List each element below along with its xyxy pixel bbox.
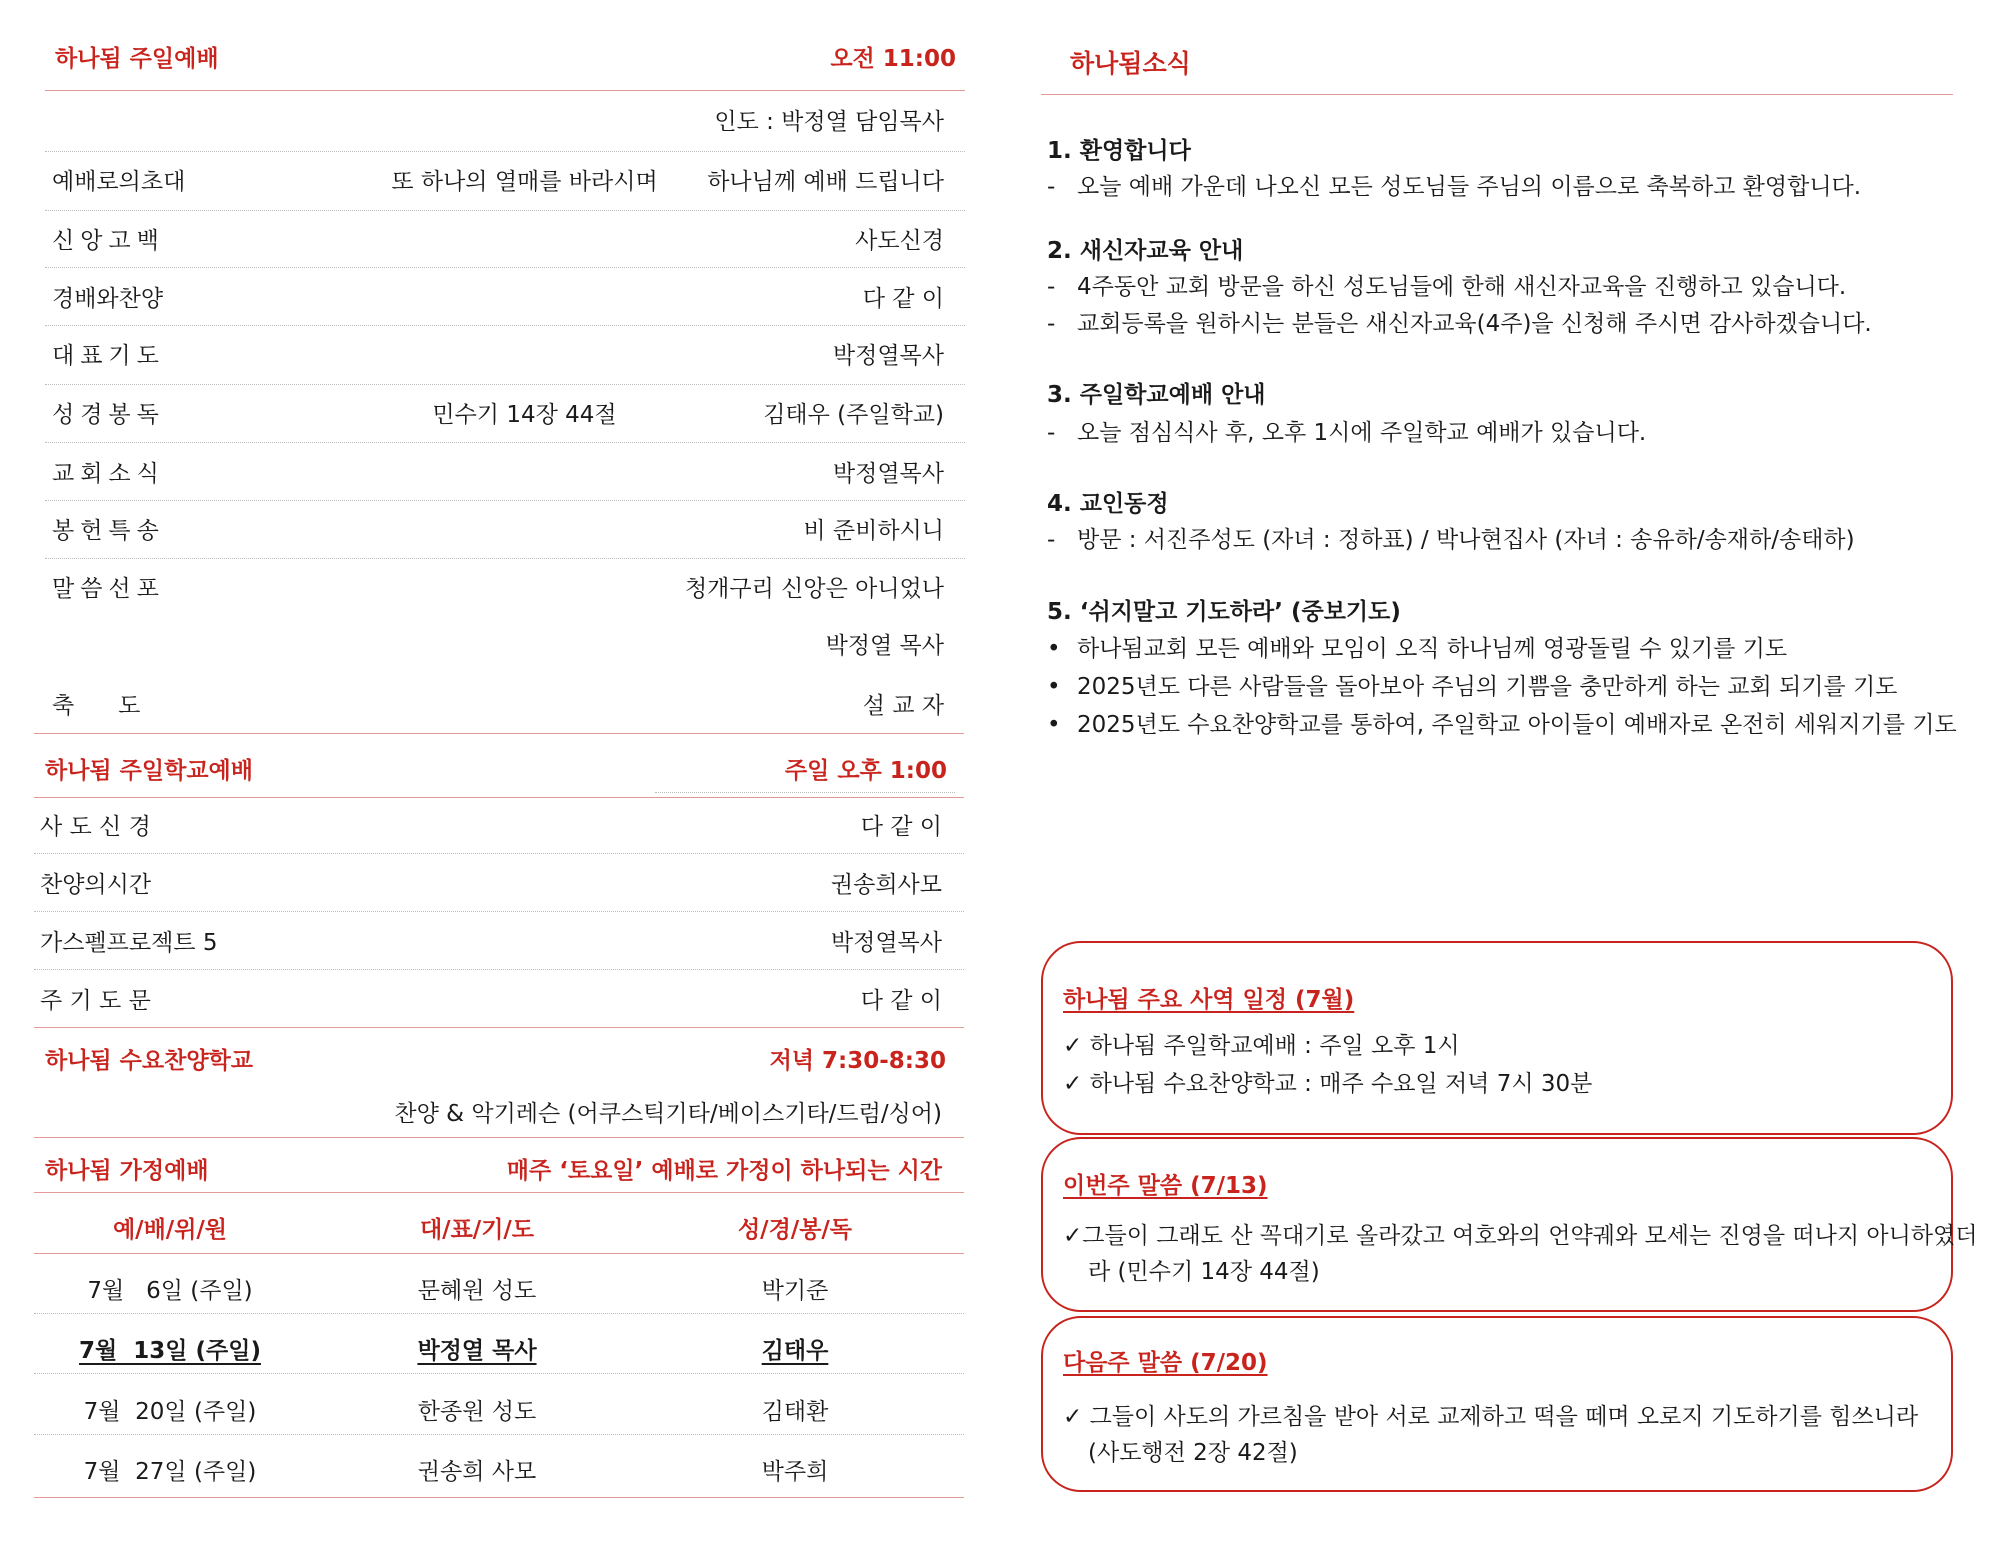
column-header: 예/배/위/원 xyxy=(112,1217,228,1243)
wednesday-time: 저녁 7:30-8:30 xyxy=(769,1048,946,1074)
news-item xyxy=(1047,305,1872,338)
news-item-text: 4주동안 교회 방문을 하신 성도님들에 한해 새신자교육을 진행하고 있습니다. xyxy=(1077,274,1847,300)
order-row xyxy=(40,866,942,924)
family-subtitle: 매주 ‘토요일’ 예배로 가정이 하나되는 시간 xyxy=(506,1158,942,1184)
divider xyxy=(45,151,965,152)
order-row xyxy=(40,808,942,866)
date-cell: 7월 20일 (주일) xyxy=(83,1399,257,1425)
this-week-box xyxy=(1041,1137,1978,1312)
news-item xyxy=(1047,414,1646,447)
order-item-person: 박정열목사 xyxy=(830,930,942,956)
order-item-label: 사 도 신 경 xyxy=(40,814,151,840)
reading-cell-wrap xyxy=(645,1332,945,1365)
divider xyxy=(34,911,964,912)
divider xyxy=(655,792,955,793)
schedule-item xyxy=(1063,1065,1592,1098)
order-item-person: 다 같 이 xyxy=(862,286,944,312)
order-item-label: 봉헌특송 xyxy=(52,518,165,544)
dash-marker: - xyxy=(1047,527,1056,553)
news-item-text: 오늘 점심식사 후, 오후 1시에 주일학교 예배가 있습니다. xyxy=(1077,420,1647,446)
news-item xyxy=(1047,521,1855,554)
prayer-cell: 권송희 사모 xyxy=(417,1459,537,1485)
order-item-label: 신앙고백 xyxy=(52,228,165,254)
order-item-person: 비 준비하시니 xyxy=(803,518,944,544)
check-icon: ✓ xyxy=(1063,1404,1083,1430)
news-item-text: 하나됨교회 모든 예배와 모임이 오직 하나님께 영광돌릴 수 있기를 기도 xyxy=(1077,636,1788,662)
order-item-text: 또 하나의 열매를 바라시며 xyxy=(391,169,658,195)
divider xyxy=(34,1192,964,1193)
order-item-person: 박정열목사 xyxy=(832,461,944,487)
date-cell: 7월 27일 (주일) xyxy=(83,1459,257,1485)
order-item-label: 대표기도 xyxy=(52,343,165,369)
news-title: 하나됨소식 xyxy=(1070,49,1191,78)
news-heading: 1. 환영합니다 xyxy=(1047,138,1191,164)
divider xyxy=(34,797,964,798)
verse-reference: 라 (민수기 14장 44절) xyxy=(1088,1259,1320,1285)
order-item-label: 찬양의시간 xyxy=(40,872,152,898)
order-item-person: 다 같 이 xyxy=(860,988,942,1014)
column-header: 성/경/봉/독 xyxy=(737,1217,853,1243)
date-cell: 7월 13일 (주일) xyxy=(79,1338,261,1364)
reading-cell: 김태우 xyxy=(761,1338,829,1364)
order-item-person: 다 같 이 xyxy=(860,814,942,840)
reading-cell: 김태환 xyxy=(761,1399,829,1425)
divider xyxy=(34,853,964,854)
reading-cell: 박기준 xyxy=(761,1278,829,1304)
divider xyxy=(45,210,965,211)
order-row xyxy=(52,687,944,745)
column-header: 대/표/기/도 xyxy=(419,1217,535,1243)
prayer-cell: 한종원 성도 xyxy=(417,1399,537,1425)
dash-marker: - xyxy=(1047,420,1056,446)
order-item-person: 박정열 목사 xyxy=(825,633,944,659)
family-title: 하나됨 가정예배 xyxy=(45,1158,209,1184)
sunday-school-time: 주일 오후 1:00 xyxy=(784,758,947,784)
order-item-label: 축 도 xyxy=(52,693,141,719)
order-item-person: 박정열목사 xyxy=(832,343,944,369)
next-week-title: 다음주 말씀 (7/20) xyxy=(1063,1350,1268,1376)
prayer-cell-wrap xyxy=(327,1332,627,1365)
news-item-text: 방문 : 서진주성도 (자녀 : 정하표) / 박나현집사 (자녀 : 송유하/송재하/송태하) xyxy=(1077,527,1855,553)
worship-leader: 인도 : 박정열 담임목사 xyxy=(714,109,944,135)
prayer-cell: 문혜원 성도 xyxy=(417,1278,537,1304)
verse-reference: (사도행전 2장 42절) xyxy=(1088,1440,1298,1466)
divider xyxy=(34,1434,964,1435)
order-item-person: 청개구리 신앙은 아니었나 xyxy=(684,576,944,602)
divider xyxy=(45,442,965,443)
schedule-box xyxy=(1041,941,1953,1135)
verse-text: 그들이 그래도 산 꼭대기로 올라갔고 여호와의 언약궤와 모세는 진영을 떠나지 아니하였더 xyxy=(1082,1223,1978,1249)
divider xyxy=(34,1373,964,1374)
order-row xyxy=(52,512,944,570)
news-heading: 3. 주일학교예배 안내 xyxy=(1047,382,1266,408)
divider xyxy=(45,558,965,559)
next-week-box xyxy=(1041,1316,1953,1492)
bullet-marker: • xyxy=(1047,636,1061,662)
order-item-person: 사도신경 xyxy=(855,228,944,254)
verse-line xyxy=(1063,1398,1918,1431)
divider xyxy=(1041,94,1953,95)
order-row xyxy=(52,337,944,395)
reading-cell: 박주희 xyxy=(761,1459,829,1485)
schedule-item-text: 하나됨 수요찬양학교 : 매주 수요일 저녁 7시 30분 xyxy=(1089,1071,1593,1097)
order-item-label: 가스펠프로젝트 5 xyxy=(40,930,218,956)
wednesday-description: 찬양 & 악기레슨 (어쿠스틱기타/베이스기타/드럼/싱어) xyxy=(394,1101,942,1127)
news-item xyxy=(1047,168,1861,201)
divider xyxy=(34,1253,964,1254)
bullet-marker: • xyxy=(1047,674,1061,700)
check-icon: ✓ xyxy=(1063,1033,1083,1059)
divider xyxy=(45,90,965,91)
divider xyxy=(34,1137,964,1138)
worship-time: 오전 11:00 xyxy=(830,46,956,72)
order-row xyxy=(52,222,944,280)
order-row xyxy=(52,570,944,628)
order-item-label: 예배로의초대 xyxy=(52,169,186,195)
news-item-text: 교회등록을 원하시는 분들은 새신자교육(4주)을 신청해 주시면 감사하겠습니다. xyxy=(1077,311,1872,337)
dash-marker: - xyxy=(1047,311,1056,337)
schedule-title: 하나됨 주요 사역 일정 (7월) xyxy=(1063,987,1355,1013)
order-item-person: 김태우 (주일학교) xyxy=(763,402,944,428)
order-item-label: 교회소식 xyxy=(52,461,165,487)
order-item-person: 설 교 자 xyxy=(862,693,944,719)
news-heading: 2. 새신자교육 안내 xyxy=(1047,238,1244,264)
news-heading: 5. ‘쉬지말고 기도하라’ (중보기도) xyxy=(1047,599,1401,625)
bullet-marker: • xyxy=(1047,712,1061,738)
order-item-text: 민수기 14장 44절 xyxy=(432,402,617,428)
divider xyxy=(34,733,964,734)
news-item-text: 오늘 예배 가운데 나오신 모든 성도님들 주님의 이름으로 축복하고 환영합니다. xyxy=(1077,174,1862,200)
order-item-person: 권송희사모 xyxy=(830,872,942,898)
this-week-title: 이번주 말씀 (7/13) xyxy=(1063,1173,1268,1199)
dash-marker: - xyxy=(1047,174,1056,200)
check-icon: ✓ xyxy=(1063,1071,1083,1097)
news-item-text: 2025년도 수요찬양학교를 통하여, 주일학교 아이들이 예배자로 온전히 세워지기를 기도 xyxy=(1077,712,1957,738)
date-cell: 7월 6일 (주일) xyxy=(87,1278,253,1304)
order-item-label: 주 기 도 문 xyxy=(40,988,151,1014)
order-row xyxy=(40,982,942,1040)
divider xyxy=(34,1313,964,1314)
divider xyxy=(34,1027,964,1028)
schedule-item-text: 하나됨 주일학교예배 : 주일 오후 1시 xyxy=(1089,1033,1460,1059)
news-item xyxy=(1047,630,1787,663)
order-item-label: 경배와찬양 xyxy=(52,286,164,312)
news-item-text: 2025년도 다른 사람들을 돌아보아 주님의 기쁨을 충만하게 하는 교회 되기를 기도 xyxy=(1077,674,1898,700)
dash-marker: - xyxy=(1047,274,1056,300)
divider xyxy=(45,500,965,501)
order-row xyxy=(52,280,944,338)
divider xyxy=(34,1497,964,1498)
check-icon: ✓ xyxy=(1063,1223,1083,1249)
divider xyxy=(45,325,965,326)
wednesday-title: 하나됨 수요찬양학교 xyxy=(45,1048,253,1074)
order-item-label: 성경봉독 xyxy=(52,402,165,428)
news-heading: 4. 교인동정 xyxy=(1047,491,1169,517)
divider xyxy=(45,267,965,268)
news-item xyxy=(1047,706,1957,739)
worship-title: 하나됨 주일예배 xyxy=(55,46,219,72)
news-item xyxy=(1047,268,1846,301)
order-row xyxy=(52,627,944,685)
schedule-item xyxy=(1063,1027,1460,1060)
order-row xyxy=(52,163,944,221)
divider xyxy=(45,384,965,385)
order-row xyxy=(40,924,942,982)
order-row xyxy=(52,455,944,513)
divider xyxy=(34,969,964,970)
order-item-label: 말씀선포 xyxy=(52,576,165,602)
order-item-person: 하나님께 예배 드립니다 xyxy=(707,169,944,195)
news-item xyxy=(1047,668,1897,701)
sunday-school-title: 하나됨 주일학교예배 xyxy=(45,758,253,784)
date-cell-wrap xyxy=(20,1332,320,1365)
order-row xyxy=(52,396,944,454)
prayer-cell: 박정열 목사 xyxy=(417,1338,537,1364)
verse-line xyxy=(1063,1217,1977,1250)
verse-text: 그들이 사도의 가르침을 받아 서로 교제하고 떡을 떼며 오로지 기도하기를 힘쓰니라 xyxy=(1089,1404,1919,1430)
